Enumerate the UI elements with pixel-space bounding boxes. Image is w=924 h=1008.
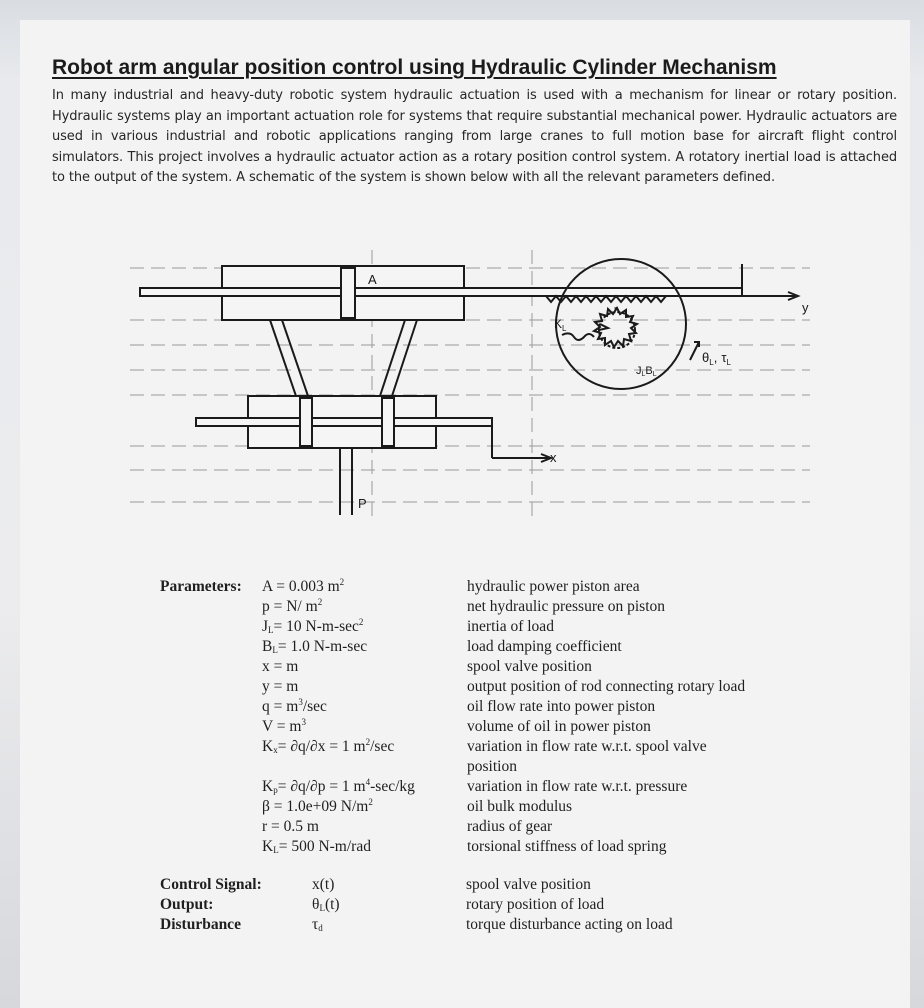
label-area-A: A [368,272,377,287]
param-sym: $K_x= \partial q/\partial x = 1$ $m^2/\sec$ [262,737,395,755]
label-gear-r: r [614,304,617,314]
disturbance-label: Disturbance [160,916,241,933]
param-desc: hydraulic power piston area [467,578,640,595]
label-pressure-P: P [358,496,367,511]
power-piston [341,268,355,318]
param-sym: $J_L= 10$ $N-m-\sec^2$ [262,617,364,635]
left-link [270,320,308,396]
disturbance-desc: torque disturbance acting on load [466,916,673,933]
control-signal-symbol: x(t) [312,876,335,893]
param-desc: oil bulk modulus [467,798,573,815]
page-title: Robot arm angular position control using Hydraulic Cylinder Mechanism [52,56,777,79]
right-link [380,320,417,396]
param-sym: p = N/ $m^2$ [262,597,323,615]
hydraulic-schematic [130,250,830,530]
label-spool-x: x [550,450,557,465]
label-inertia-damping: JLBL [636,365,657,378]
control-signal-label: Control Signal: [160,876,262,893]
param-desc: spool valve position [467,658,592,675]
spool-rod [196,418,492,426]
torsion-spring [562,333,594,340]
supply-pipe [340,448,352,515]
param-desc: inertia of load [467,618,554,635]
param-sym: $K_L= 500$ N-m/rad [262,838,371,855]
param-desc: volume of oil in power piston [467,718,651,735]
param-desc: variation in flow rate w.r.t. pressure [467,778,688,795]
output-label: Output: [160,896,214,913]
parameters-heading: Parameters: [160,578,242,595]
param-desc: torsional stiffness of load spring [467,838,667,855]
rack-teeth [546,296,666,302]
intro-paragraph: In many industrial and heavy-duty robotic system hydraulic actuation is used with a mechanism for linear or rotary position. Hydraulic systems play an important actuation role for systems that require substantial mechanical power. Hydraulic actuators are used in various industrial and robotic applications ranging from large cranes to full motion base for aircraft flight control simulators. This project involves a hydraulic actuator action as a rotary position control system. A rotatory inertial load is attached to the output of the system. A schematic of the system is shown below with all the relevant parameters defined. [52,88,897,185]
param-sym: $B_L= 1.0$ N-m-sec [262,638,368,655]
output-symbol: $\theta_L(t)$ [312,896,340,913]
output-desc: rotary position of load [466,896,605,913]
param-desc: net hydraulic pressure on piston [467,598,666,615]
spool-land-right [382,398,394,446]
power-piston-rod [140,288,742,296]
label-theta-tau: $\theta_L$, $\tau_L$ [702,350,731,367]
param-desc: load damping coefficient [467,638,622,655]
param-sym: $V = m^3$ [262,717,306,735]
param-desc: output position of rod connecting rotary load [467,678,746,695]
label-spring-KL: $K_L$ [554,317,567,333]
param-sym: β = 1.0e+09 $N/m^2$ [262,797,373,815]
param-sym: y = m [262,678,299,695]
param-sym: r = 0.5 m [262,818,319,835]
param-sym: A = 0.003 $m^2$ [262,577,345,595]
param-sym: $q = m^3/\sec$ [262,697,327,715]
disturbance-symbol: $\tau_d$ [312,916,323,933]
param-sym: $K_p= \partial q/\partial p = 1$ $m^4-\sec/kg$ [262,777,415,795]
spool-land-left [300,398,312,446]
label-output-y: y [802,300,809,315]
param-desc: radius of gear [467,818,553,835]
param-desc: variation in flow rate w.r.t. spool valve [467,738,707,755]
param-desc-cont: position [467,758,517,775]
control-signal-desc: spool valve position [466,876,591,893]
param-desc: oil flow rate into power piston [467,698,656,715]
param-sym: x = m [262,658,299,675]
